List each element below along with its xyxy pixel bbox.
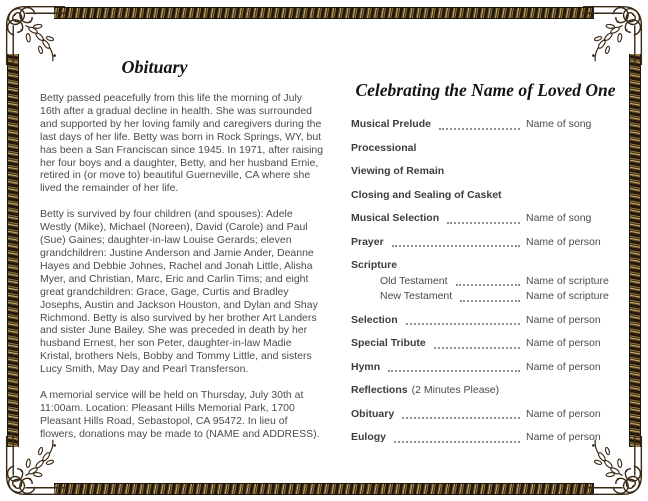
service-item-group: [351, 213, 620, 225]
service-item-row: [351, 409, 620, 421]
service-item-row: [351, 432, 620, 444]
service-item-value: Name of person: [526, 235, 601, 248]
service-item-group: [351, 315, 620, 327]
service-item-label: Musical Prelude: [351, 118, 431, 130]
service-item-group: [351, 190, 620, 202]
service-item-label: Selection: [351, 313, 398, 326]
service-item-label: Obituary: [351, 407, 395, 420]
service-item-value: Name of person: [526, 360, 601, 373]
service-item-row: [351, 385, 620, 397]
service-item-note: (2 Minutes Please): [411, 384, 500, 396]
border-band-top: [54, 7, 594, 19]
service-item-label: Viewing of Remain: [351, 165, 445, 177]
service-item-group: [351, 338, 620, 350]
corner-flourish-top-left-icon: [1, 1, 65, 65]
dot-leader: [406, 323, 520, 325]
service-item-value: Name of person: [526, 431, 601, 443]
service-items: [351, 119, 620, 444]
service-item-value: Name of song: [526, 212, 592, 224]
service-item-value: Name of person: [526, 313, 601, 326]
service-item-value: Name of scripture: [526, 290, 609, 302]
obituary-paragraph: A memorial service will be held on Thursday, July 30th at 11:00am. Location: Pleasant Hills Memorial Park, 1700 Pleasant Hills Road, Sebastopol, CA 95472. In lieu of flowers, donations may be made to (NAME and ADDRESS).: [40, 389, 320, 440]
service-item-group: [351, 260, 620, 303]
service-item-row: [351, 315, 620, 327]
service-item-row: [351, 166, 620, 178]
service-item-row: [351, 213, 620, 225]
dot-leader: [392, 245, 520, 247]
service-item-row: [351, 190, 620, 202]
service-title: Celebrating the Name of Loved One: [355, 80, 616, 100]
service-item-value: Name of person: [526, 337, 601, 349]
dot-leader: [434, 347, 520, 349]
service-item-row: [351, 338, 620, 350]
dot-leader: [460, 300, 520, 302]
service-item-label: Special Tribute: [351, 337, 426, 349]
dot-leader: [394, 441, 520, 443]
border-band-right: [629, 54, 641, 447]
service-item-row: [351, 260, 620, 272]
service-item-group: [351, 409, 620, 421]
obituary-paragraphs: [40, 92, 325, 441]
service-item-group: [351, 119, 620, 131]
service-item-row: [351, 119, 620, 131]
service-item-group: [351, 362, 620, 374]
dot-leader: [388, 370, 520, 372]
dot-leader: [456, 284, 520, 286]
service-item-label: Reflections: [351, 384, 408, 396]
dot-leader: [439, 128, 520, 130]
service-item-group: [351, 385, 620, 397]
service-item-label: Closing and Sealing of Casket: [351, 188, 502, 201]
border-band-bottom: [54, 483, 594, 495]
service-item-label: Old Testament: [380, 274, 448, 287]
service-item-row: [351, 237, 620, 249]
service-item-label: Musical Selection: [351, 212, 440, 224]
service-item-value: Name of song: [526, 118, 592, 130]
service-item-group: [351, 432, 620, 444]
service-item-row: [351, 143, 620, 155]
service-item-group: [351, 143, 620, 155]
service-item-group: [351, 237, 620, 249]
dot-leader: [447, 222, 520, 224]
service-item-label: Hymn: [351, 360, 381, 373]
obituary-paragraph: Betty passed peacefully from this life the morning of July 16th after a gradual decline in health. She was surrounded and supported by her loving family and caregivers during the last days of her life. Betty was born in Rock Springs, WY, but has been a San Franciscan since 1945. In 1971, after raising her four boys and a daughter, Betty, and her husband Ernie, retired in (or move to) beautiful Guerneville, CA where she lived the remainder of her life.: [40, 92, 324, 195]
service-item-label: Scripture: [351, 259, 398, 271]
service-subitem-row: [351, 291, 620, 303]
service-item-label: Prayer: [351, 235, 384, 248]
obituary-paragraph: Betty is survived by four children (and spouses): Adele Westly (Mike), Michael (Noreen), David (Carole) and Paul (Sue) Gaines; daughter-in-law Louise Gerards; eleven grandchildren: Justine Anderson and Jamie Ander, Deanne Hayes and Debbie Johnes, Rachel and Jonah Little, Alisha Myer, and Christian, Marc, Eric and Carlin Tims; and eight great grandchildren: Grace, Gage, Curtis and Bradley Josephs, Austin and Jackson Houston, and Dylan and Shay Richmond. Betty is also survived by her brother Art Landers and sister June Bailey. She was preceded in death by her husband Ernest, her son Peter, daughter-in-law Madie Kristal, brothers Nels, Bobby and Tommy Little, and sisters Lucy Smith, May Day and Pearl Transferson.: [40, 208, 318, 376]
obituary-column: [40, 57, 325, 454]
service-item-label: New Testament: [380, 290, 453, 302]
obituary-title: Obituary: [121, 57, 188, 77]
order-of-service-column: [351, 80, 620, 456]
border-band-left: [7, 54, 19, 447]
service-subitem-row: [351, 276, 620, 288]
service-item-value: Name of scripture: [526, 274, 609, 287]
service-item-label: Eulogy: [351, 431, 387, 443]
service-item-row: [351, 362, 620, 374]
corner-flourish-top-right-icon: [583, 1, 647, 65]
service-item-group: [351, 166, 620, 178]
service-item-label: Processional: [351, 141, 417, 154]
dot-leader: [402, 417, 520, 419]
service-item-value: Name of person: [526, 407, 601, 420]
